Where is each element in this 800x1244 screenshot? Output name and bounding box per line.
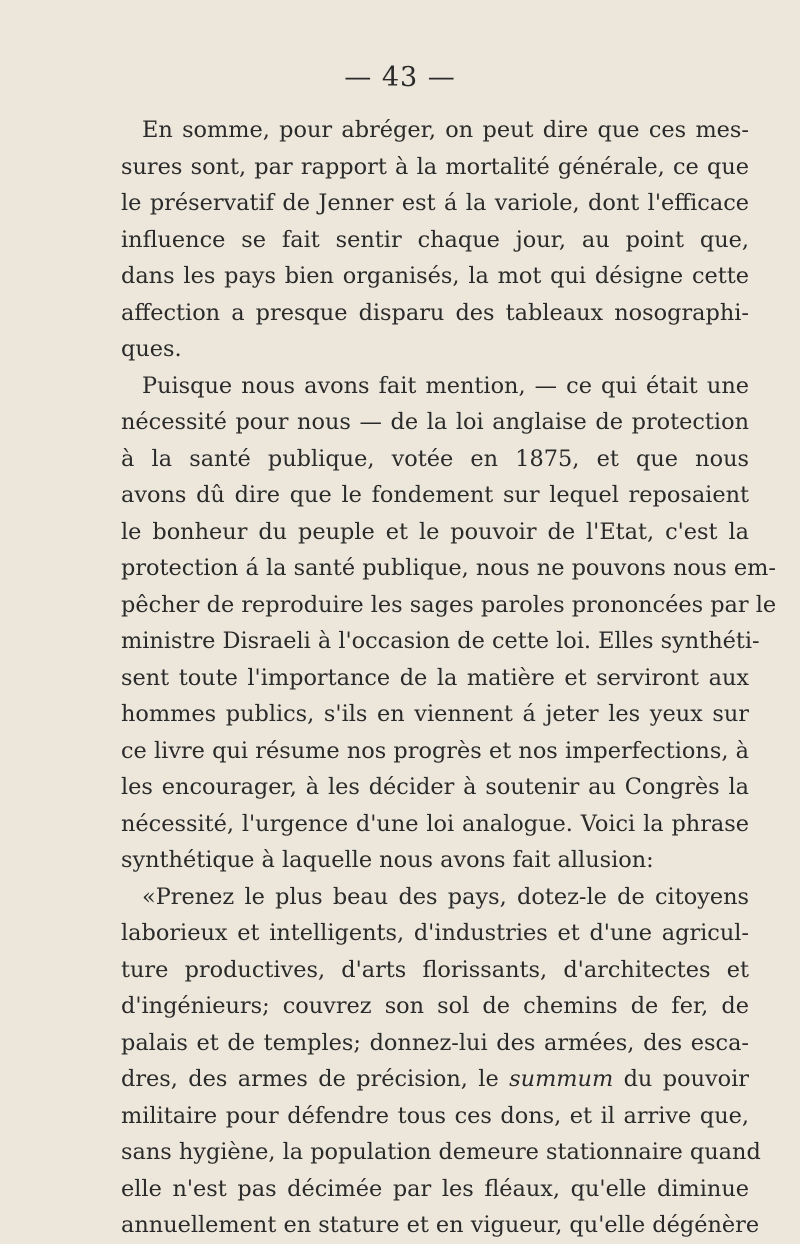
text-line <box>121 806 749 843</box>
text-line <box>121 1025 749 1062</box>
text-line-content: hommes publics, s'ils en viennent á jeter les yeux sur <box>121 701 749 727</box>
text-line <box>121 368 749 405</box>
text-line-content: ministre Disraeli à l'occasion de cette loi. Elles synthéti- <box>121 628 760 654</box>
text-line <box>121 331 749 368</box>
text-line <box>121 185 749 222</box>
page-number: — 43 — <box>344 62 456 93</box>
text-line <box>121 623 760 660</box>
text-line <box>121 696 749 733</box>
text-line-content: Puisque nous avons fait mention, — ce qui était une <box>142 372 749 399</box>
text-line-content: à la santé publique, votée en 1875, et que nous <box>121 445 749 472</box>
text-line-content: annuellement en stature et en vigueur, qu'elle dégénère <box>121 1212 760 1238</box>
text-line <box>121 1134 761 1171</box>
text-line-content: protection á la santé publique, nous ne pouvons nous em- <box>121 555 776 581</box>
text-line-content: «Prenez le plus beau des pays, dotez-le de citoyens <box>142 883 749 910</box>
text-line-content: synthétique à laquelle nous avons fait allusion: <box>121 847 654 873</box>
text-line-content: ture productives, d'arts florissants, d'architectes et <box>121 956 749 983</box>
text-line <box>121 587 777 624</box>
text-line <box>121 514 749 551</box>
text-line <box>121 660 749 697</box>
text-line-content: ce livre qui résume nos progrès et nos imperfections, à <box>121 737 749 764</box>
text-line <box>121 258 749 295</box>
text-line-continuation: du pouvoir <box>613 1066 749 1092</box>
text-line-content: affection a presque disparu des tableaux nosographi- <box>121 299 749 326</box>
text-line <box>121 915 749 952</box>
text-line <box>121 295 749 332</box>
text-line-content: influence se fait sentir chaque jour, au point que, <box>121 226 749 253</box>
text-line <box>121 769 749 806</box>
text-line-content: militaire pour défendre tous ces dons, et il arrive que, <box>121 1102 749 1129</box>
text-line-content: les encourager, à les décider à soutenir au Congrès la <box>121 774 749 800</box>
text-line <box>121 879 749 916</box>
text-line-content: nécessité pour nous — de la loi anglaise de protection <box>121 409 749 435</box>
text-line <box>121 1061 749 1098</box>
text-line-content: sures sont, par rapport à la mortalité générale, ce que <box>121 153 749 180</box>
text-line-content: le préservatif de Jenner est á la variole, dont l'efficace <box>121 190 749 216</box>
text-line <box>121 988 749 1025</box>
text-line <box>121 842 749 879</box>
body-text <box>121 112 777 1244</box>
text-line-content: d'ingénieurs; couvrez son sol de chemins de fer, de <box>121 993 749 1019</box>
text-line <box>121 550 776 587</box>
text-line <box>121 149 749 186</box>
text-line <box>121 404 749 441</box>
text-line-content: nécessité, l'urgence d'une loi analogue. Voici la phrase <box>121 810 749 837</box>
text-line <box>121 222 749 259</box>
text-line-content: palais et de temples; donnez-lui des armées, des esca- <box>121 1029 749 1056</box>
text-line-content: En somme, pour abréger, on peut dire que ces mes- <box>142 117 749 143</box>
text-line-content: dres, des armes de précision, le <box>121 1066 499 1092</box>
text-line-content: ques. <box>121 336 182 362</box>
text-line-content: sent toute l'importance de la matière et serviront aux <box>121 664 749 691</box>
text-line <box>121 477 749 514</box>
text-line-content: pêcher de reproduire les sages paroles prononcées par le <box>121 591 777 618</box>
text-line <box>121 1098 749 1135</box>
text-line-content: avons dû dire que le fondement sur lequel reposaient <box>121 482 749 508</box>
italic-term: summum <box>509 1066 614 1092</box>
text-line <box>121 733 749 770</box>
text-line-content: dans les pays bien organisés, la mot qui désigne cette <box>121 263 749 289</box>
text-line-content: sans hygiène, la population demeure stationnaire quand <box>121 1139 761 1165</box>
text-line <box>121 1207 760 1244</box>
text-line <box>121 441 749 478</box>
text-line <box>121 1171 749 1208</box>
text-line <box>121 952 749 989</box>
text-line-content: laborieux et intelligents, d'industries et d'une agricul- <box>121 920 749 946</box>
text-line-content: le bonheur du peuple et le pouvoir de l'Etat, c'est la <box>121 518 749 545</box>
text-line-content: elle n'est pas décimée par les fléaux, qu'elle diminue <box>121 1175 749 1202</box>
text-line <box>121 112 749 149</box>
